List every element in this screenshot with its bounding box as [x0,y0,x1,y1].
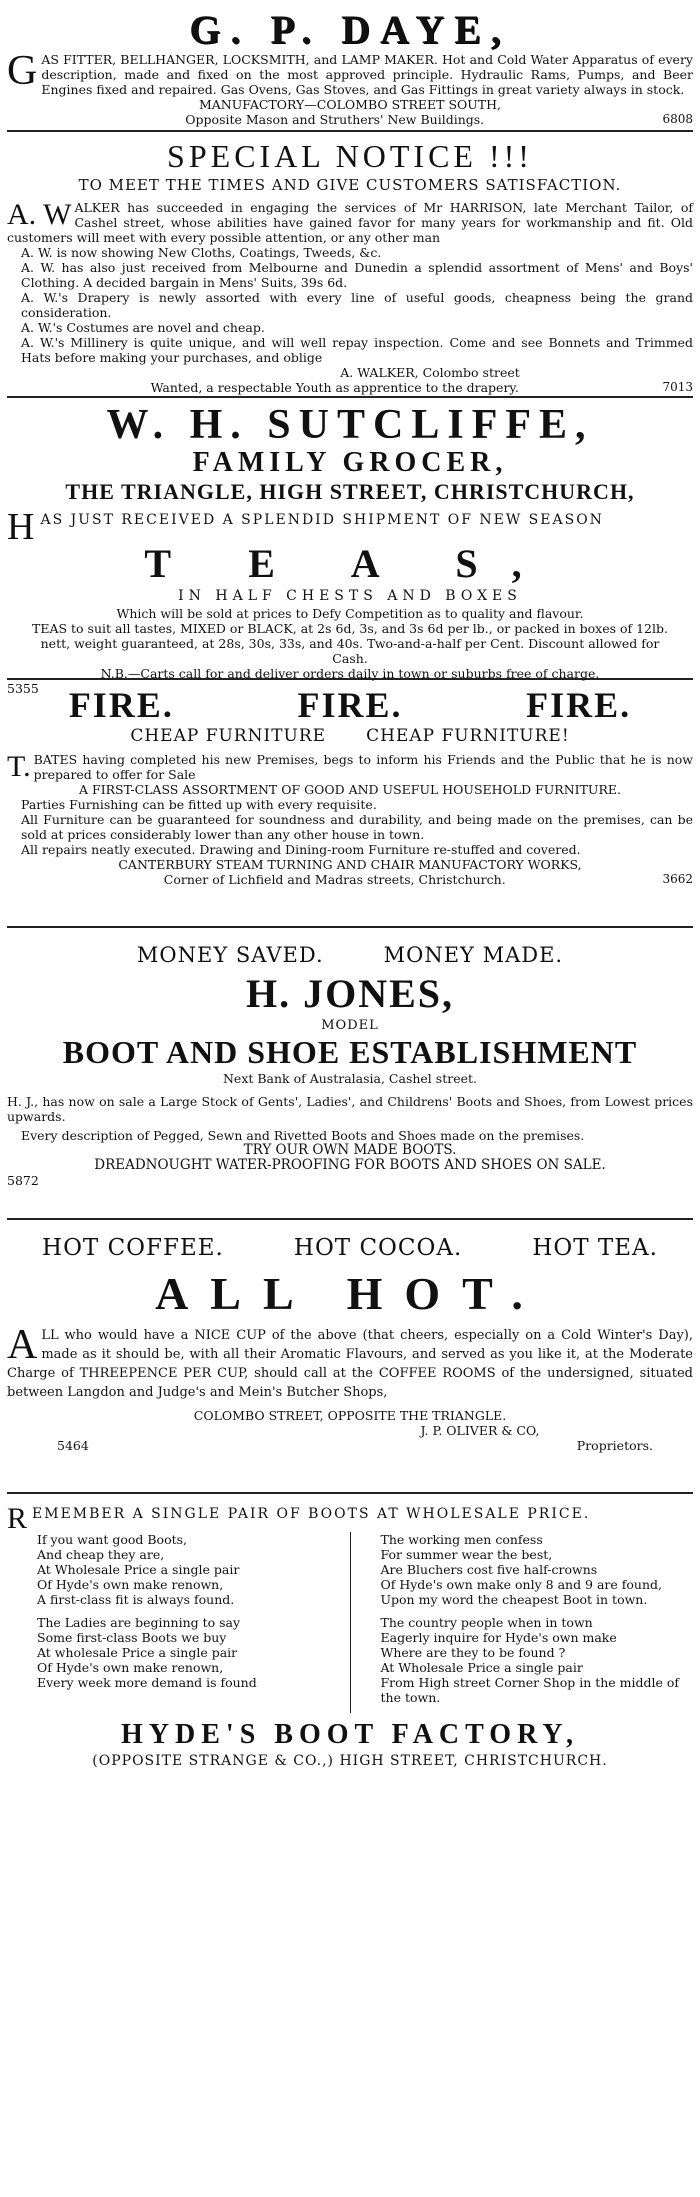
walker-line-2: A. W. has also just received from Melbourne and Dunedin a splendid assortment of Mens' and Boys' Clothing. A decided bargain in Mens' Suits, 39s 6d. [21,260,693,290]
poem-line: At Wholesale Price a single pair [380,1660,583,1675]
hyde-dropcap: R [7,1502,30,1535]
bates-line-1: Parties Furnishing can be fitted up with every requisite. [21,797,377,812]
poem-line: The working men confess [380,1532,543,1547]
oliver-address: COLOMBO STREET, OPPOSITE THE TRIANGLE. [193,1408,507,1423]
poem-line: At Wholesale Price a single pair [37,1562,240,1577]
daye-dropcap: G [7,48,38,94]
bates-line-2: All Furniture can be guaranteed for soundness and durability, and being made on the premises, can be sold at prices considerably lower than any other house in town. [21,812,693,842]
hyde-address: (OPPOSITE STRANGE & CO.,) HIGH STREET, CHRISTCHURCH. [92,1753,608,1769]
walker-wanted: Wanted, a respectable Youth as apprentice to the drapery. [150,380,519,395]
sutcliffe-title: W. H. SUTCLIFFE, [106,402,594,448]
oliver-name: J. P. OLIVER & CO, [420,1423,540,1438]
walker-line-4: A. W.'s Costumes are novel and cheap. [21,320,265,335]
hyde-lead: EMEMBER A SINGLE PAIR OF BOOTS AT WHOLESALE PRICE. [32,1506,591,1522]
poem-stanza [381,1615,688,1705]
jones-address: Next Bank of Australasia, Cashel street. [222,1071,477,1086]
jones-ref: 5872 [7,1173,39,1188]
bates-corner: Corner of Lichfield and Madras streets, Christchurch. [163,872,506,887]
daye-manufactory: MANUFACTORY—COLOMBO STREET SOUTH, [198,97,502,112]
poem-line: A first-class fit is always found. [37,1592,235,1607]
oliver-body: LL who would have a NICE CUP of the above (that cheers, especially on a Cold Winter's Day), made as it should be, with all their Aromatic Flavours, and served as you like it, at the Moderate Charge of THREEPENCE PER CUP, should call at the COFFEE ROOMS of the undersigned, situated between Langdon and Judge's and Mein's Butcher Shops, [7,1328,693,1400]
poem-line: Where are they to be found ? [380,1645,566,1660]
walker-advertisement [7,132,693,398]
poem-line: Upon my word the cheapest Boot in town. [380,1592,648,1607]
sutcliffe-nb: N.B.—Carts call for and deliver orders daily in town or suburbs free of charge. [100,666,600,681]
walker-signature: A. WALKER, Colombo street [340,365,520,380]
sutcliffe-line-2: TEAS to suit all tastes, MIXED or BLACK, at 2s 6d, 3s, and 3s 6d per lb., or packed in boxes of 12lb. nett, weight guaranteed, at 28s, 30s, 33s, and 40s. Two-and-a-half per Cent. Discount allowed for Cash. [32,621,668,666]
hot-heading [7,1230,693,1266]
walker-intro: ALKER has succeeded in engaging the services of Mr HARRISON, late Merchant Tailor, of Cashel street, whose abilities have gained favor for many years for workmanship and fit. Old customers will meet with every possible attention, or any other man [7,200,693,245]
walker-line-1: A. W. is now showing New Cloths, Coatings, Tweeds, &c. [21,245,382,260]
poem-line: From High street Corner Shop in the middle of the town. [380,1675,680,1705]
sutcliffe-line-1: Which will be sold at prices to Defy Competition as to quality and flavour. [116,606,584,621]
poem-line: Eagerly inquire for Hyde's own make [380,1630,617,1645]
fire-word-3: FIRE. [526,685,632,725]
bates-ref: 3662 [662,872,693,886]
jones-title: H. JONES, [245,971,455,1016]
sutcliffe-advertisement [7,398,693,696]
poem-line: If you want good Boots, [37,1532,188,1547]
bates-intro: BATES having completed his new Premises, begs to inform his Friends and the Public that he is now prepared to offer for Sale [33,752,693,782]
poem-line: The Ladies are beginning to say [37,1615,241,1630]
jones-line-1: H. J., has now on sale a Large Stock of Gents', Ladies', and Childrens' Boots and Shoes, from Lowest prices upwards. [7,1094,693,1124]
walker-dropcap: A. W [7,198,72,231]
jones-establishment: BOOT AND SHOE ESTABLISHMENT [62,1034,638,1070]
fire-word-1: FIRE. [68,685,174,725]
all-hot-title: ALL HOT. [155,1268,545,1319]
daye-body: AS FITTER, BELLHANGER, LOCKSMITH, and LAMP MAKER. Hot and Cold Water Apparatus of every description, made and fixed on the most approved principle. Hydraulic Rams, Pumps, and Beer Engines fixed and repaired. Gas Ovens, Gas Stoves, and Gas Fittings in great variety always in stock. [41,52,693,97]
jones-line-2: Every description of Pegged, Sewn and Rivetted Boots and Shoes made on the premises. [21,1128,585,1143]
hot-coffee: HOT COFFEE. [42,1235,224,1261]
poem-line: Of Hyde's own make renown, [37,1660,224,1675]
poem-left-column [7,1532,350,1713]
poem-stanza [37,1532,344,1607]
oliver-advertisement [7,1220,693,1494]
jones-line-3: TRY OUR OWN MADE BOOTS. [243,1142,457,1158]
hot-tea: HOT TEA. [532,1235,658,1261]
newspaper-page [7,0,693,1777]
poem-stanza [381,1532,688,1607]
walker-line-3: A. W.'s Drapery is newly assorted with every line of useful goods, cheapness being the grand consideration. [21,290,693,320]
cheap-furniture-2: CHEAP FURNITURE! [366,726,570,746]
cheap-furniture-heading [7,726,693,746]
bates-works: CANTERBURY STEAM TURNING AND CHAIR MANUFACTORY WORKS, [118,857,582,872]
poem-line: Of Hyde's own make renown, [37,1577,224,1592]
walker-line-5: A. W.'s Millinery is quite unique, and will well repay inspection. Come and see Bonnets and Trimmed Hats before making your purchases, and oblige [21,335,693,365]
oliver-proprietors: Proprietors. [576,1438,653,1453]
sutcliffe-lead: AS JUST RECEIVED A SPLENDID SHIPMENT OF NEW SEASON [40,512,604,528]
bates-dropcap: T. [7,750,31,783]
daye-ref: 6808 [662,112,693,126]
poem-right-column [350,1532,694,1713]
poem-line: At wholesale Price a single pair [37,1645,238,1660]
hyde-advertisement [7,1494,693,1777]
sutcliffe-chests: IN HALF CHESTS AND BOXES [178,588,522,604]
fire-heading [7,684,693,726]
fire-word-2: FIRE. [297,685,403,725]
jones-advertisement [7,928,693,1220]
bates-assortment: A FIRST-CLASS ASSORTMENT OF GOOD AND USEFUL HOUSEHOLD FURNITURE. [79,782,621,797]
money-saved: MONEY SAVED. [136,943,324,967]
bates-advertisement [7,680,693,928]
cheap-furniture-1: CHEAP FURNITURE [130,726,327,746]
bates-line-3: All repairs neatly executed. Drawing and Dining-room Furniture re-stuffed and covered. [21,842,581,857]
hyde-title: HYDE'S BOOT FACTORY, [121,1719,579,1750]
walker-title: SPECIAL NOTICE !!! [167,138,533,174]
jones-model: MODEL [321,1018,379,1033]
poem-line: Of Hyde's own make only 8 and 9 are found, [380,1577,663,1592]
walker-subtitle: TO MEET THE TIMES AND GIVE CUSTOMERS SATISFACTION. [78,176,622,194]
sutcliffe-subtitle: FAMILY GROCER, [192,447,508,478]
daye-address: Opposite Mason and Struthers' New Buildings. [185,112,485,127]
poem-line: Some first-class Boots we buy [37,1630,227,1645]
sutcliffe-address: THE TRIANGLE, HIGH STREET, CHRISTCHURCH, [65,479,635,504]
walker-ref: 7013 [662,380,693,394]
oliver-ref: 5464 [57,1438,89,1453]
poem-line: And cheap they are, [37,1547,165,1562]
money-made: MONEY MADE. [383,943,564,967]
sutcliffe-teas: T E A S, [144,541,556,586]
sutcliffe-dropcap: H [7,506,37,548]
poem-line: Every week more demand is found [37,1675,257,1690]
money-heading [7,940,693,970]
poem-line: For summer wear the best, [380,1547,553,1562]
oliver-dropcap: A [7,1322,38,1368]
daye-title: G. P. DAYE, [189,7,511,52]
hot-cocoa: HOT COCOA. [293,1235,463,1261]
jones-line-4: DREADNOUGHT WATER-PROOFING FOR BOOTS AND SHOES ON SALE. [94,1157,606,1173]
poem-line: The country people when in town [380,1615,593,1630]
daye-advertisement [7,4,693,132]
poem-stanza [37,1615,344,1690]
sutcliffe-ref: 5355 [7,681,39,696]
poem-line: Are Bluchers cost five half-crowns [380,1562,598,1577]
hyde-poem [7,1532,693,1713]
